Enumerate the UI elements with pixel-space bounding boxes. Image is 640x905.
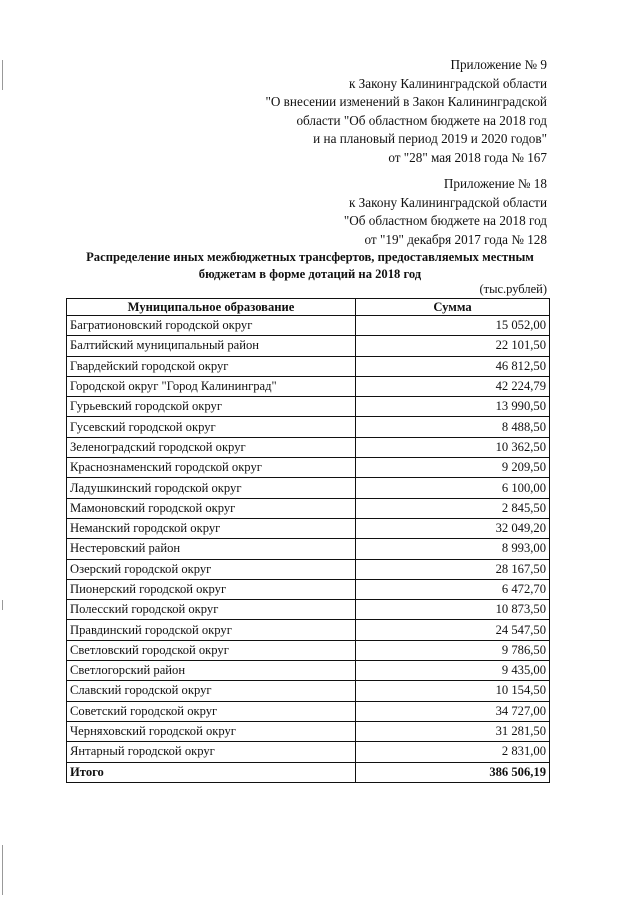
table-row <box>67 478 550 498</box>
total-row <box>67 762 550 782</box>
page-edge-mark <box>2 600 3 610</box>
municipality-name: Пионерский городской округ <box>67 579 356 599</box>
header-line: "О внесении изменений в Закон Калининградской <box>265 94 547 109</box>
page-edge-mark <box>2 60 3 90</box>
table-row <box>67 376 550 396</box>
units-label: (тыс.рублей) <box>479 282 547 296</box>
municipality-name: Краснознаменский городской округ <box>67 458 356 478</box>
transfer-sum: 8 488,50 <box>356 417 550 437</box>
header-line: к Закону Калининградской области <box>348 75 547 91</box>
transfer-sum: 22 101,50 <box>356 336 550 356</box>
header-line: Приложение № 9 <box>450 57 547 72</box>
table-row <box>67 681 550 701</box>
transfer-sum: 31 281,50 <box>356 721 550 741</box>
table-row <box>67 620 550 640</box>
municipality-name: Гурьевский городской округ <box>67 397 356 417</box>
total-sum: 386 506,19 <box>356 762 550 782</box>
transfer-sum: 32 049,20 <box>356 518 550 538</box>
municipality-name: Ладушкинский городской округ <box>67 478 356 498</box>
municipality-name: Полесский городской округ <box>67 600 356 620</box>
transfer-sum: 15 052,00 <box>356 316 550 336</box>
table-row <box>67 640 550 660</box>
table-row <box>67 721 550 741</box>
column-header-municipality: Муниципальное образование <box>67 299 356 316</box>
table-row <box>67 661 550 681</box>
transfers-table <box>66 298 550 783</box>
table-row <box>67 437 550 457</box>
municipality-name: Неманский городской округ <box>67 518 356 538</box>
municipality-name: Мамоновский городской округ <box>67 498 356 518</box>
table-row <box>67 356 550 376</box>
page-edge-mark <box>2 845 3 895</box>
title-line: Распределение иных межбюджетных трансфертов, предоставляемых местным <box>86 250 534 264</box>
municipality-name: Зеленоградский городской округ <box>67 437 356 457</box>
appendix-18-header <box>344 175 547 249</box>
table-row <box>67 742 550 762</box>
transfer-sum: 10 154,50 <box>356 681 550 701</box>
table-row <box>67 579 550 599</box>
table-row <box>67 397 550 417</box>
table-row <box>67 559 550 579</box>
total-label: Итого <box>67 762 356 782</box>
column-header-sum: Сумма <box>356 299 550 316</box>
header-line: от "28" мая 2018 года № 167 <box>388 149 547 165</box>
table-row <box>67 600 550 620</box>
transfer-sum: 6 472,70 <box>356 579 550 599</box>
transfer-sum: 6 100,00 <box>356 478 550 498</box>
municipality-name: Городской округ "Город Калининград" <box>67 376 356 396</box>
header-line: к Закону Калининградской области <box>348 194 547 210</box>
title-line: бюджетам в форме дотаций на 2018 год <box>198 267 422 281</box>
transfer-sum: 13 990,50 <box>356 397 550 417</box>
table-row <box>67 498 550 518</box>
municipality-name: Озерский городской округ <box>67 559 356 579</box>
table-row <box>67 458 550 478</box>
table-row <box>67 518 550 538</box>
transfer-sum: 42 224,79 <box>356 376 550 396</box>
transfer-sum: 9 435,00 <box>356 661 550 681</box>
municipality-name: Светловский городской округ <box>67 640 356 660</box>
municipality-name: Правдинский городской округ <box>67 620 356 640</box>
transfer-sum: 34 727,00 <box>356 701 550 721</box>
document-title <box>60 249 560 283</box>
transfer-sum: 24 547,50 <box>356 620 550 640</box>
transfer-sum: 2 845,50 <box>356 498 550 518</box>
municipality-name: Советский городской округ <box>67 701 356 721</box>
municipality-name: Славский городской округ <box>67 681 356 701</box>
transfer-sum: 10 362,50 <box>356 437 550 457</box>
table-row <box>67 701 550 721</box>
transfer-sum: 2 831,00 <box>356 742 550 762</box>
transfer-sum: 9 786,50 <box>356 640 550 660</box>
transfer-sum: 8 993,00 <box>356 539 550 559</box>
header-line: "Об областном бюджете на 2018 год <box>343 213 547 228</box>
transfer-sum: 10 873,50 <box>356 600 550 620</box>
table-row <box>67 417 550 437</box>
municipality-name: Багратионовский городской округ <box>67 316 356 336</box>
municipality-name: Балтийский муниципальный район <box>67 336 356 356</box>
table-header-row <box>67 299 550 316</box>
table-row <box>67 316 550 336</box>
transfer-sum: 46 812,50 <box>356 356 550 376</box>
municipality-name: Светлогорский район <box>67 661 356 681</box>
table-row <box>67 336 550 356</box>
appendix-9-header <box>265 56 547 167</box>
transfer-sum: 28 167,50 <box>356 559 550 579</box>
header-line: и на плановый период 2019 и 2020 годов" <box>313 131 547 146</box>
header-line: от "19" декабря 2017 года № 128 <box>364 231 547 247</box>
table-row <box>67 539 550 559</box>
transfer-sum: 9 209,50 <box>356 458 550 478</box>
header-line: Приложение № 18 <box>443 176 547 191</box>
municipality-name: Гвардейский городской округ <box>67 356 356 376</box>
municipality-name: Черняховский городской округ <box>67 721 356 741</box>
header-line: области "Об областном бюджете на 2018 год <box>296 112 547 128</box>
municipality-name: Янтарный городской округ <box>67 742 356 762</box>
municipality-name: Гусевский городской округ <box>67 417 356 437</box>
municipality-name: Нестеровский район <box>67 539 356 559</box>
